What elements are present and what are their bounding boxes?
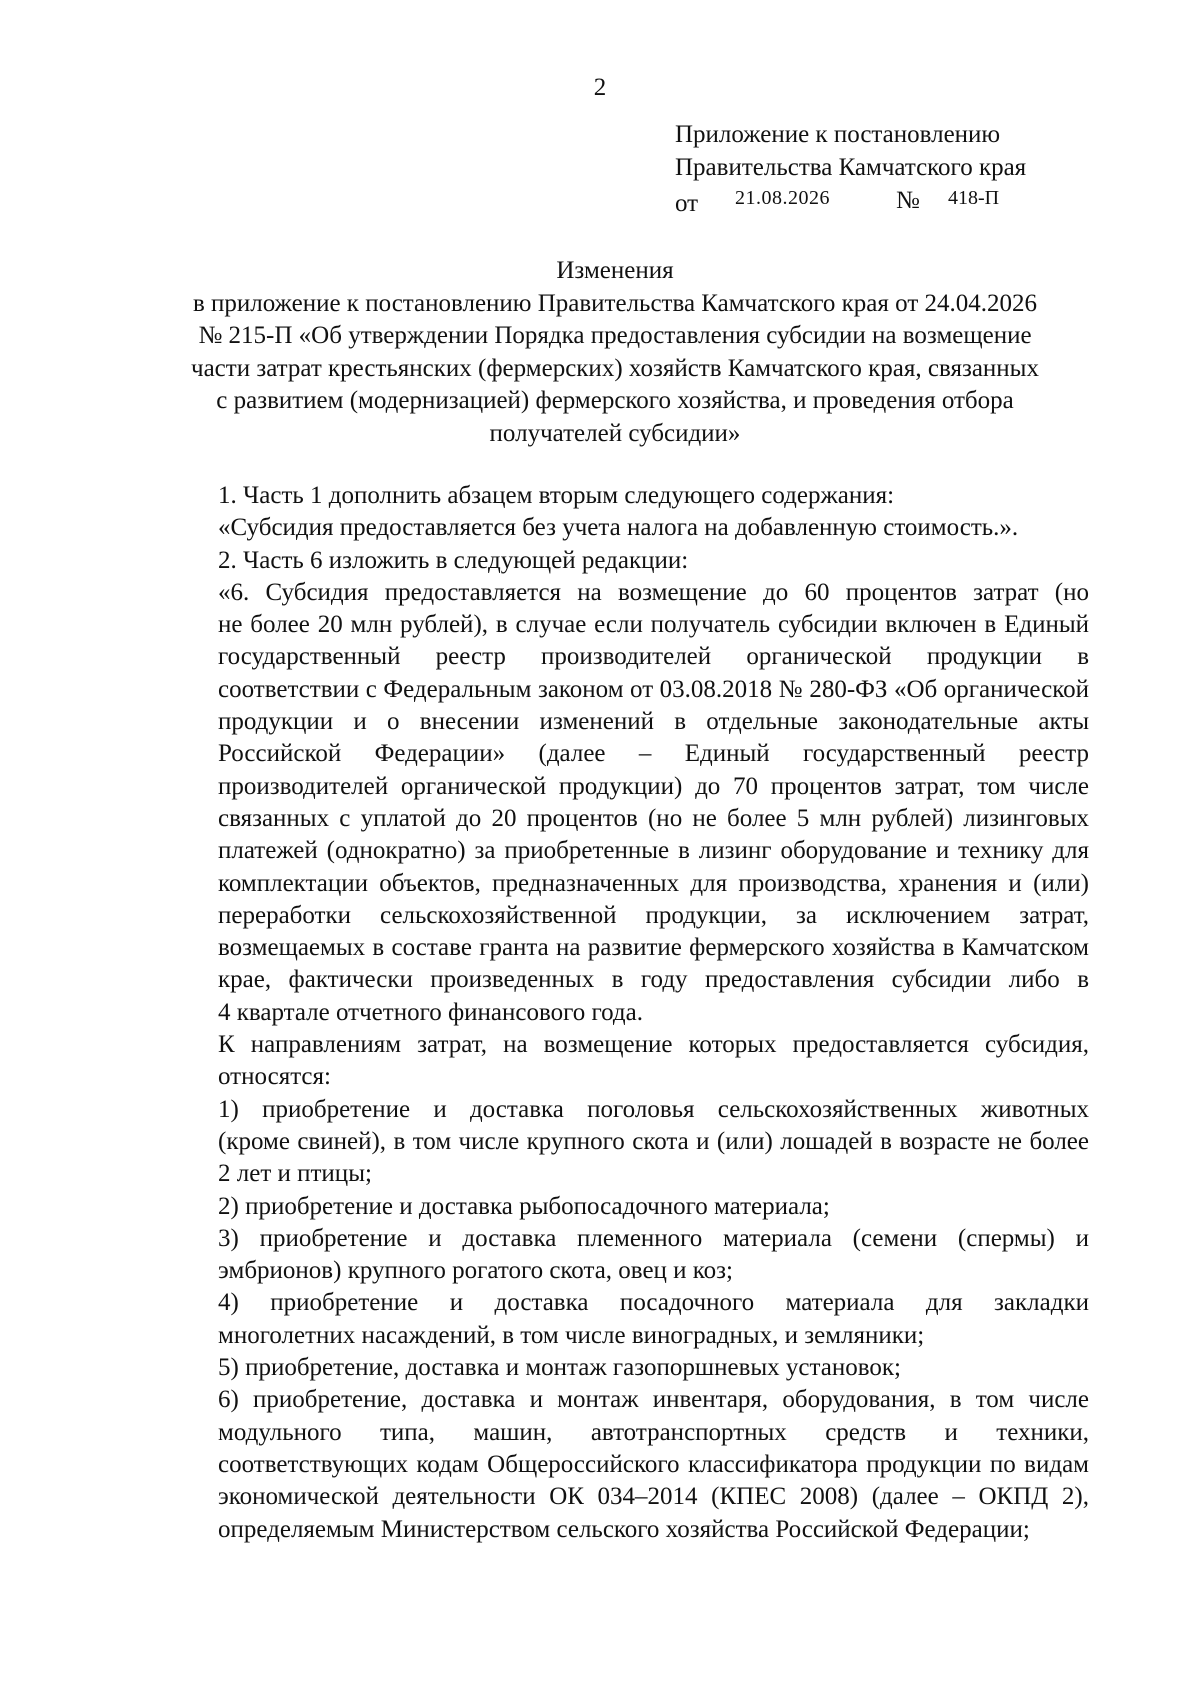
paragraph-line: эмбрионов) крупного рогатого скота, овец и коз; (218, 1257, 734, 1285)
paragraph-p5 (141, 1029, 1089, 1094)
paragraph-p11 (141, 1384, 1089, 1545)
paragraph-line: экономической деятельности ОК 034–2014 (КПЕС 2008) (далее – ОКПД 2), (218, 1483, 1089, 1511)
paragraph-line: 6) приобретение, доставка и монтаж инвентаря, оборудования, в том числе (218, 1386, 1089, 1414)
paragraph-p8 (141, 1223, 1089, 1288)
paragraph-line: «Субсидия предоставляется без учета налога на добавленную стоимость.». (218, 514, 1019, 542)
title-line: № 215-П «Об утверждении Порядка предоставления субсидии на возмещение (198, 322, 1032, 349)
paragraph-line: модульного типа, машин, автотранспортных средств и техники, (218, 1418, 1089, 1446)
resolution-date: 21.08.2026 (735, 187, 830, 209)
paragraph-line: 4) приобретение и доставка посадочного материала для закладки (218, 1289, 1089, 1317)
title-line: с развитием (модернизацией) фермерского хозяйства, и проведения отбора (216, 387, 1014, 414)
paragraph-p2 (141, 512, 1089, 544)
number-sign: № (896, 187, 920, 214)
document-body (141, 480, 1089, 1546)
paragraph-p4 (141, 577, 1089, 1029)
paragraph-line: не более 20 млн рублей), в случае если получатель субсидии включен в Единый (218, 611, 1089, 639)
paragraph-p10 (141, 1352, 1089, 1384)
paragraph-line: соответствующих кодам Общероссийского классификатора продукции по видам (218, 1450, 1089, 1478)
paragraph-line: Российской Федерации» (далее – Единый государственный реестр (218, 740, 1089, 768)
paragraph-line: возмещаемых в составе гранта на развитие фермерского хозяйства в Камчатском (218, 934, 1089, 962)
paragraph-line: связанных с уплатой до 20 процентов (но не более 5 млн рублей) лизинговых (218, 804, 1089, 832)
paragraph-line: государственный реестр производителей органической продукции в (218, 643, 1089, 671)
paragraph-p1 (141, 480, 1089, 512)
from-label: от (675, 190, 699, 217)
appendix-line-2: Правительства Камчатского края (675, 154, 1027, 181)
title-heading: Изменения (556, 257, 674, 284)
paragraph-line: соответствии с Федеральным законом от 03.08.2018 № 280-ФЗ «Об органической (218, 675, 1089, 703)
appendix-date-line (675, 184, 1026, 217)
paragraph-p6 (141, 1094, 1089, 1191)
paragraph-line: переработки сельскохозяйственной продукции, за исключением затрат, (218, 901, 1089, 929)
paragraph-line: (кроме свиней), в том числе крупного скота и (или) лошадей в возрасте не более (218, 1127, 1089, 1155)
paragraph-line: определяемым Министерством сельского хозяйства Российской Федерации; (218, 1515, 1030, 1543)
paragraph-line: К направлениям затрат, на возмещение которых предоставляется субсидия, (218, 1031, 1089, 1059)
page-number: 2 (593, 74, 607, 101)
paragraph-line: 4 квартале отчетного финансового года. (218, 998, 643, 1026)
paragraph-line: 2. Часть 6 изложить в следующей редакции: (218, 546, 689, 574)
paragraph-line: платежей (однократно) за приобретенные в лизинг оборудование и технику для (218, 837, 1089, 865)
paragraph-line: многолетних насаждений, в том числе виноградных, и земляники; (218, 1321, 925, 1349)
paragraph-p9 (141, 1287, 1089, 1352)
paragraph-line: производителей органической продукции) до 70 процентов затрат, том числе (218, 772, 1089, 800)
paragraph-line: крае, фактически произведенных в году предоставления субсидии либо в (218, 966, 1089, 994)
resolution-number: 418-П (948, 187, 1000, 209)
appendix-header (675, 118, 1026, 217)
paragraph-line: 2 лет и птицы; (218, 1160, 372, 1188)
title-line: в приложение к постановлению Правительства Камчатского края от 24.04.2026 (192, 289, 1038, 317)
paragraph-p3 (141, 545, 1089, 577)
paragraph-p7 (141, 1191, 1089, 1223)
paragraph-line: продукции и о внесении изменений в отдельные законодательные акты (218, 708, 1089, 736)
document-title (140, 255, 1090, 450)
paragraph-line: 3) приобретение и доставка племенного материала (семени (спермы) и (218, 1224, 1089, 1252)
paragraph-line: «6. Субсидия предоставляется на возмещение до 60 процентов затрат (но (218, 578, 1089, 606)
paragraph-line: 1) приобретение и доставка поголовья сельскохозяйственных животных (218, 1095, 1089, 1123)
title-line: получателей субсидии» (489, 419, 741, 447)
paragraph-line: 1. Часть 1 дополнить абзацем вторым следующего содержания: (218, 482, 895, 509)
paragraph-line: комплектации объектов, предназначенных для производства, хранения и (или) (218, 869, 1089, 897)
paragraph-line: относятся: (218, 1063, 331, 1091)
title-line: части затрат крестьянских (фермерских) хозяйств Камчатского края, связанных (191, 354, 1039, 382)
paragraph-line: 2) приобретение и доставка рыбопосадочного материала; (218, 1192, 830, 1220)
appendix-line-1: Приложение к постановлению (675, 121, 1001, 148)
paragraph-line: 5) приобретение, доставка и монтаж газопоршневых установок; (218, 1354, 901, 1382)
